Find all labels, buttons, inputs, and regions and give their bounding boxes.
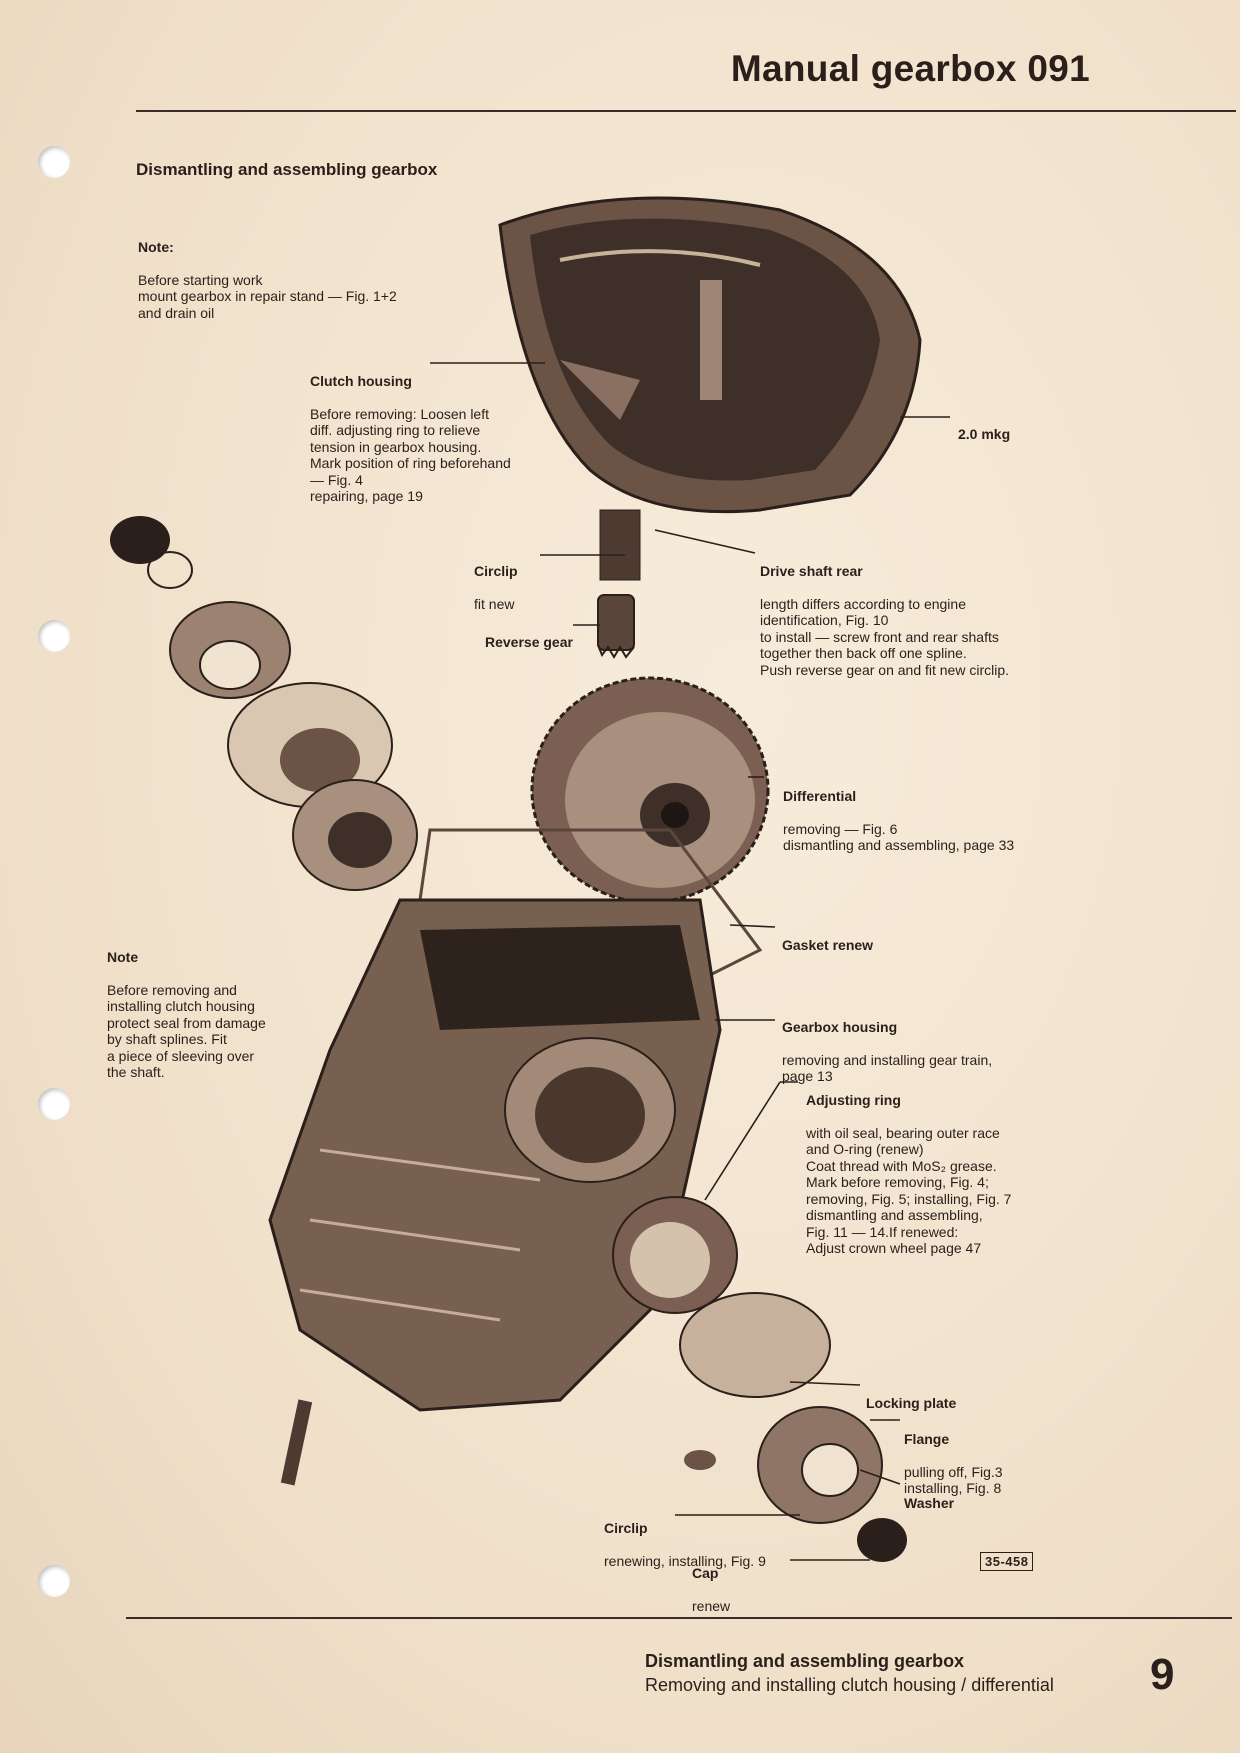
callout-circlip-top — [474, 546, 518, 612]
callout-differential — [783, 771, 1014, 854]
callout-heading: Drive shaft rear — [760, 562, 863, 579]
callout-heading: Locking plate — [866, 1394, 957, 1411]
reverse-gear-drawing — [598, 595, 634, 657]
callout-drive-shaft-rear — [760, 546, 1009, 678]
footer-title: Dismantling and assembling gearbox — [645, 1651, 965, 1671]
callout-body: removing — Fig. 6 dismantling and assembling, page 33 — [783, 820, 1015, 853]
note-top-heading: Note: — [138, 238, 174, 255]
callout-heading: Flange — [904, 1430, 950, 1447]
callout-body: fit new — [474, 595, 515, 612]
callout-body: removing and installing gear train, page 13 — [782, 1051, 993, 1084]
adjusting-ring-drawing — [613, 1197, 737, 1313]
note-left-heading: Note — [107, 948, 139, 965]
callout-body: with oil seal, bearing outer race and O-ring (renew) Coat thread with MoS₂ grease. Mark before removing, Fig. 4; removing, Fig. 5; installing, Fig. 7 dismantling and assembling, Fig. 11 — 14.If renewed: Adjust crown wheel page 47 — [806, 1124, 1012, 1256]
note-left — [107, 932, 266, 1081]
page-number: 9 — [1150, 1650, 1175, 1699]
figure-number: 35-458 — [980, 1552, 1033, 1571]
callout-heading: Circlip — [604, 1519, 648, 1536]
callout-clutch-housing — [310, 356, 511, 505]
clutch-housing-drawing — [500, 198, 920, 580]
footer-subtitle: Removing and installing clutch housing / differential — [645, 1675, 1054, 1695]
callout-heading: 2.0 mkg — [958, 425, 1011, 442]
callout-heading: Clutch housing — [310, 372, 412, 389]
callout-body: renewing, installing, Fig. 9 — [604, 1552, 766, 1569]
callout-heading: Gearbox housing — [782, 1018, 898, 1035]
locking-plate-drawing — [680, 1293, 830, 1397]
note-top — [138, 222, 397, 321]
note-top-body: Before starting work mount gearbox in repair stand — Fig. 1+2 and drain oil — [138, 271, 397, 321]
callout-body: length differs according to engine identification, Fig. 10 to install — screw front and rear shafts together then back off one spline. Push reverse gear on and fit new circlip. — [760, 595, 1010, 678]
callout-heading: Cap — [692, 1564, 719, 1581]
gearbox-housing-drawing — [270, 900, 720, 1485]
callout-heading: Gasket renew — [782, 936, 874, 953]
callout-heading: Differential — [783, 787, 857, 804]
callout-body: pulling off, Fig.3 installing, Fig. 8 — [904, 1463, 1003, 1496]
callout-reverse-gear — [485, 617, 573, 667]
footer-rule — [126, 1617, 1232, 1619]
section-title: Dismantling and assembling gearbox — [136, 160, 438, 179]
callout-body: Before removing: Loosen left diff. adjusting ring to relieve tension in gearbox housing. Mark position of ring beforehand — Fig. 4 repairing, page 19 — [310, 405, 511, 504]
callout-washer — [904, 1478, 954, 1528]
callout-body: renew — [692, 1597, 731, 1614]
callout-heading: Circlip — [474, 562, 518, 579]
callout-heading: Washer — [904, 1494, 955, 1511]
note-left-body: Before removing and installing clutch housing protect seal from damage by shaft splines. Fit a piece of sleeving over the shaft. — [107, 981, 266, 1080]
page-title: Manual gearbox 091 — [730, 48, 1090, 89]
left-parts-drawing — [110, 516, 417, 890]
differential-drawing — [532, 678, 768, 902]
callout-heading: Reverse gear — [485, 633, 573, 650]
callout-gearbox-housing — [782, 1002, 992, 1085]
callout-heading: Adjusting ring — [806, 1091, 901, 1108]
callout-gasket — [782, 920, 873, 970]
callout-adjusting-ring — [806, 1075, 1011, 1257]
callout-cap — [692, 1548, 730, 1614]
callout-torque — [958, 409, 1010, 459]
callout-circlip-bottom — [604, 1503, 766, 1569]
